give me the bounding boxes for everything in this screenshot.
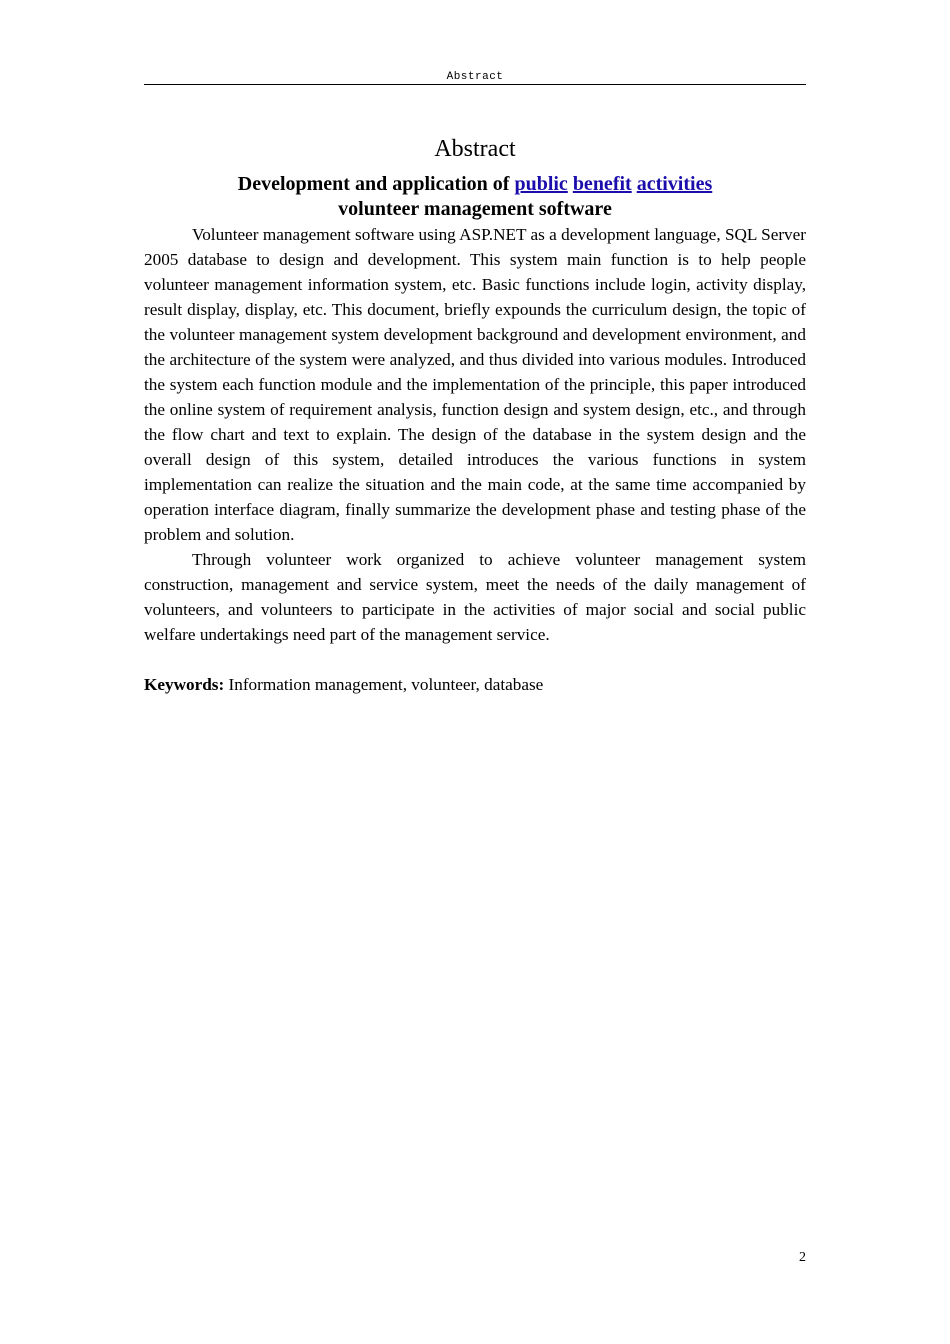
page-header bbox=[144, 66, 806, 85]
keywords-value: Information management, volunteer, database bbox=[228, 675, 544, 694]
subtitle bbox=[144, 172, 806, 222]
header-text: Abstract bbox=[446, 71, 504, 83]
page-title: Abstract bbox=[434, 136, 516, 162]
keywords-line bbox=[144, 672, 806, 697]
subtitle-link-public[interactable]: public bbox=[514, 173, 568, 195]
keywords-label: Keywords: bbox=[144, 675, 225, 694]
subtitle-line2: volunteer management software bbox=[338, 198, 612, 220]
abstract-paragraph-1: Volunteer management software using ASP.NET as a development language, SQL Server 2005 database to design and development. This system main function is to help people volunteer management information system, etc. Basic functions include login, activity display, result display, display, etc. This document, briefly expounds the curriculum design, the topic of the volunteer management system development background and development environment, and the architecture of the system were analyzed, and thus divided into various modules. Introduced the system each function module and the implementation of the principle, this paper introduced the online system of requirement analysis, function design and system design, etc., and through the flow chart and text to explain. The design of the database in the system design and the overall design of this system, detailed introduces the various functions in system implementation can realize the situation and the main code, at the same time accompanied by operation interface diagram, finally summarize the development phase and testing phase of the problem and solution. bbox=[144, 225, 806, 544]
subtitle-prefix: Development and application of bbox=[237, 173, 510, 195]
page-number: 2 bbox=[799, 1250, 806, 1265]
document-body bbox=[144, 134, 806, 697]
subtitle-link-benefit[interactable]: benefit bbox=[572, 173, 632, 195]
subtitle-link-activities[interactable]: activities bbox=[636, 173, 713, 195]
abstract-paragraph-2: Through volunteer work organized to achieve volunteer management system construction, management and service system, meet the needs of the daily management of volunteers, and volunteers to participate in the activities of major social and social public welfare undertakings need part of the management service. bbox=[144, 550, 806, 644]
